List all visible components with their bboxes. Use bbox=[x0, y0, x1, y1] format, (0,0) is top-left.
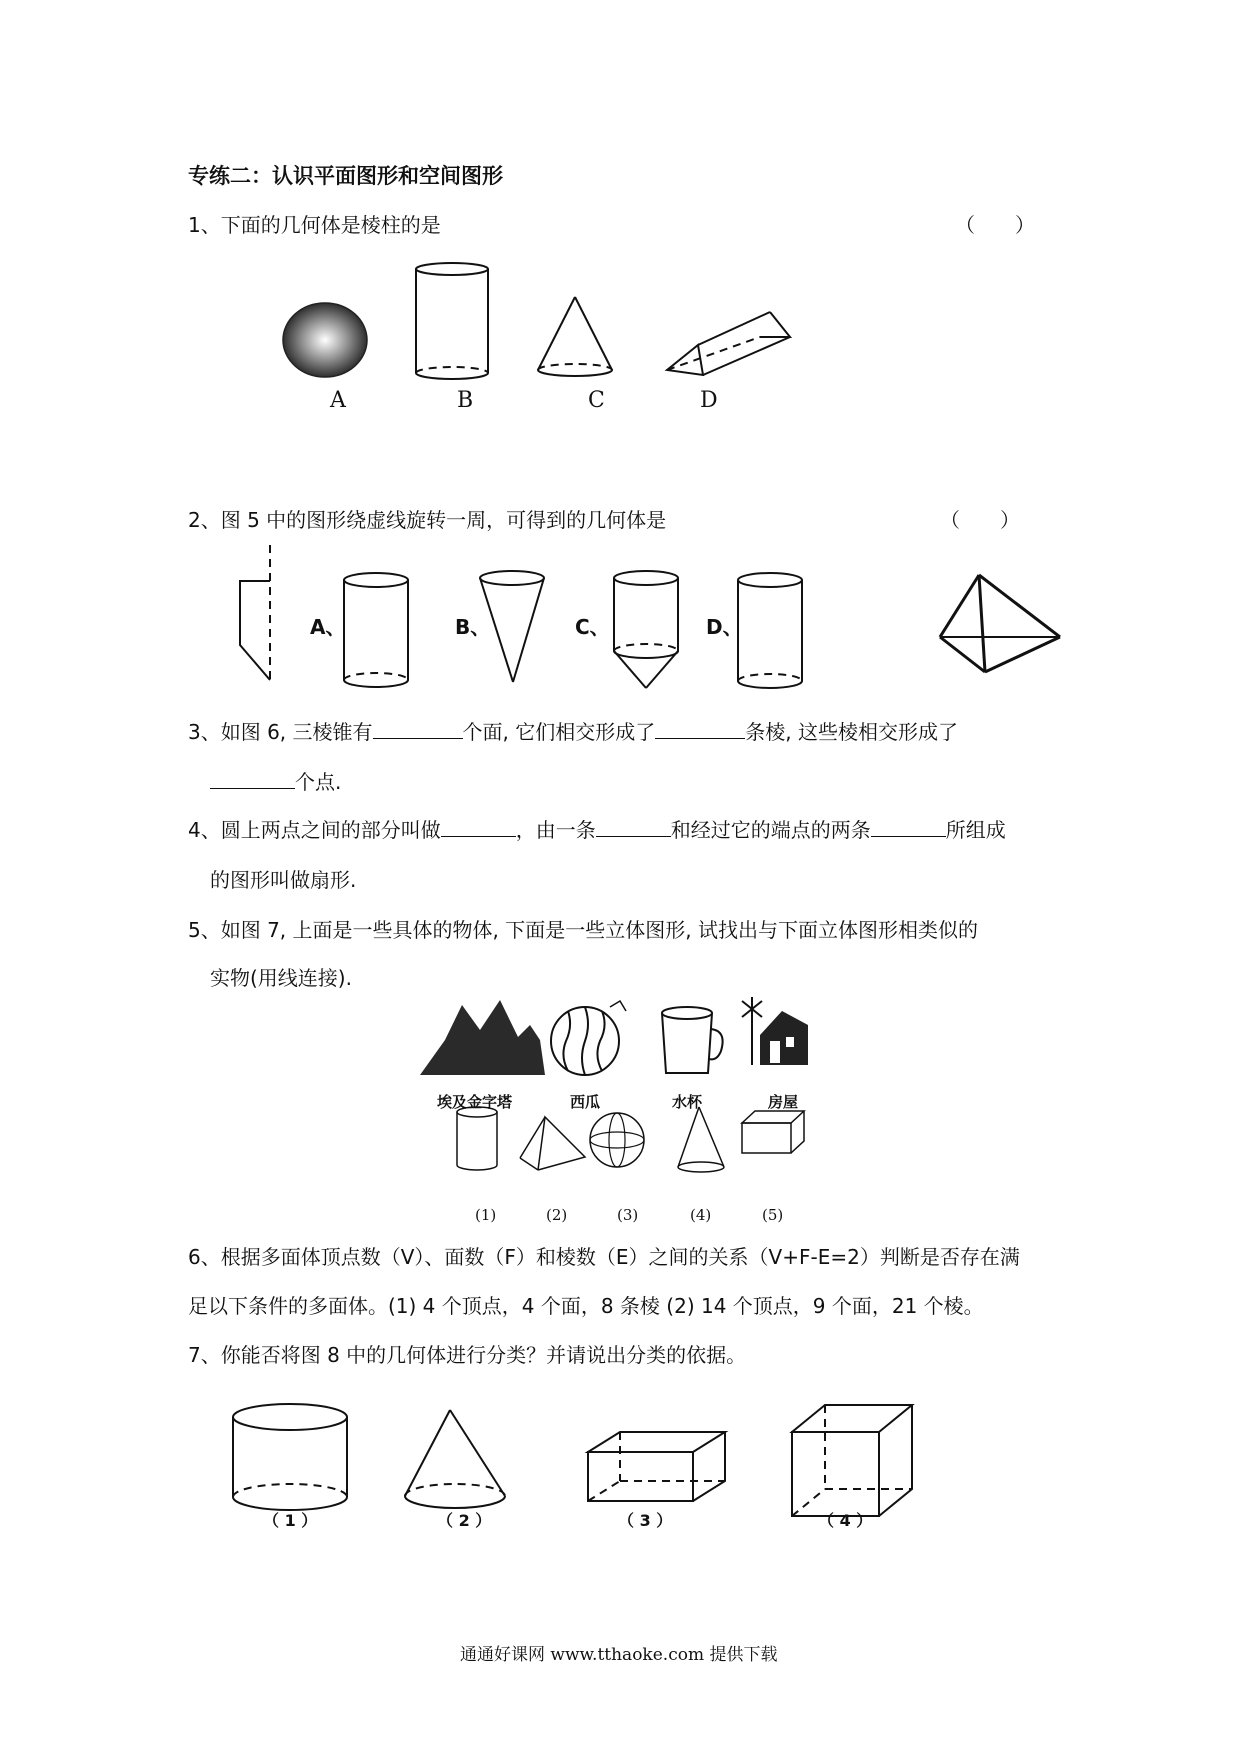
q4-part3: 和经过它的端点的两条 bbox=[670, 818, 871, 842]
rotation-shape-figure bbox=[240, 545, 270, 685]
footer-text: 通通好课网 www.tthaoke.com 提供下载 bbox=[460, 1645, 778, 1665]
q4-part1: 4、圆上两点之间的部分叫做 bbox=[188, 818, 441, 842]
q5-object-label-house: 房屋 bbox=[768, 1093, 799, 1111]
question-5-line1: 5、如图 7, 上面是一些具体的物体, 下面是一些立体图形, 试找出与下面立体图形相类似的 bbox=[188, 918, 978, 942]
cone-figure bbox=[538, 297, 612, 376]
q2-figures bbox=[230, 545, 1060, 695]
q7-figures bbox=[230, 1400, 930, 1520]
q7-label-3: （ 3 ） bbox=[618, 1511, 673, 1530]
q4-blank-arc[interactable] bbox=[441, 818, 516, 837]
q5-shape-label-2: (2) bbox=[546, 1206, 568, 1224]
q1-label-c: C bbox=[588, 388, 605, 413]
q7-cylinder-figure bbox=[233, 1404, 347, 1510]
q7-label-1: （ 1 ） bbox=[263, 1511, 318, 1530]
watermelon-object bbox=[551, 1001, 626, 1075]
question-7-text: 7、你能否将图 8 中的几何体进行分类？并请说出分类的依据。 bbox=[188, 1343, 747, 1367]
question-1-answer-bracket[interactable]: （ ） bbox=[955, 213, 1035, 237]
shape-5-cuboid bbox=[742, 1111, 804, 1153]
q3-blank-faces[interactable] bbox=[373, 720, 463, 739]
q5-shape-label-5: (5) bbox=[762, 1206, 784, 1224]
question-4-line1 bbox=[188, 818, 1006, 842]
cup-object bbox=[662, 1007, 723, 1073]
q5-shape-label-4: (4) bbox=[690, 1206, 712, 1224]
question-3-line1 bbox=[188, 720, 958, 744]
q7-cube-figure bbox=[792, 1405, 912, 1516]
q3-part2: 个面, 它们相交形成了 bbox=[462, 720, 656, 744]
option-d-tall-cylinder bbox=[738, 573, 802, 688]
q5-object-label-cup: 水杯 bbox=[672, 1093, 703, 1111]
q1-label-b: B bbox=[457, 388, 474, 413]
question-2-text: 2、图 5 中的图形绕虚线旋转一周，可得到的几何体是 bbox=[188, 508, 667, 532]
q7-label-2: （ 2 ） bbox=[437, 1511, 492, 1530]
q2-label-b: B、 bbox=[455, 615, 491, 639]
cylinder-figure bbox=[416, 263, 488, 379]
q4-blank-arc2[interactable] bbox=[596, 818, 671, 837]
q2-label-d: D、 bbox=[706, 615, 743, 639]
house-object bbox=[742, 997, 808, 1065]
q3-blank-edges[interactable] bbox=[655, 720, 745, 739]
question-2-answer-bracket[interactable]: （ ） bbox=[940, 508, 1020, 532]
question-6-line1: 6、根据多面体顶点数（V）、面数（F）和棱数（E）之间的关系（V+F-E=2）判断是否存在满 bbox=[188, 1245, 1020, 1269]
triangular-prism-figure bbox=[667, 312, 790, 375]
q2-label-a: A、 bbox=[310, 615, 346, 639]
q3-part1: 3、如图 6, 三棱锥有 bbox=[188, 720, 373, 744]
question-6-line2: 足以下条件的多面体。(1) 4 个顶点，4 个面，8 条棱 (2) 14 个顶点，9 个面，21 个棱。 bbox=[188, 1294, 984, 1318]
q3-blank-vertices[interactable] bbox=[210, 770, 295, 789]
option-c-cylinder-cone bbox=[614, 571, 678, 688]
shape-3-sphere bbox=[590, 1113, 644, 1167]
q4-blank-radius[interactable] bbox=[871, 818, 946, 837]
question-4-line2: 的图形叫做扇形. bbox=[210, 868, 357, 892]
q3-part3: 条棱, 这些棱相交形成了 bbox=[745, 720, 958, 744]
sphere-figure bbox=[283, 303, 367, 377]
shape-2-pyramid bbox=[520, 1117, 585, 1170]
triangular-pyramid-figure bbox=[940, 575, 1060, 672]
q7-cuboid-figure bbox=[588, 1432, 725, 1501]
q7-cone-figure bbox=[405, 1410, 505, 1508]
q5-object-label-watermelon: 西瓜 bbox=[570, 1093, 601, 1111]
pyramid-object bbox=[420, 1000, 545, 1075]
q4-part2: ，由一条 bbox=[515, 818, 596, 842]
question-1-text: 1、下面的几何体是棱柱的是 bbox=[188, 213, 441, 237]
shape-4-cone bbox=[678, 1107, 724, 1172]
q1-label-d: D bbox=[700, 388, 718, 413]
q1-figures bbox=[270, 255, 830, 395]
q3-part4: 个点. bbox=[295, 770, 342, 794]
q4-part4: 所组成 bbox=[945, 818, 1006, 842]
question-3-line2 bbox=[210, 770, 341, 794]
q7-label-4: （ 4 ） bbox=[818, 1511, 873, 1530]
question-5-line2: 实物(用线连接). bbox=[210, 966, 352, 990]
q5-shape-label-3: (3) bbox=[617, 1206, 639, 1224]
q2-label-c: C、 bbox=[575, 615, 610, 639]
option-a-cylinder bbox=[344, 573, 408, 687]
q5-object-label-pyramid: 埃及金字塔 bbox=[437, 1093, 513, 1111]
section-title: 专练二：认识平面图形和空间图形 bbox=[188, 164, 503, 188]
shape-1-cylinder bbox=[457, 1107, 497, 1170]
q1-label-a: A bbox=[330, 388, 346, 413]
q5-shape-label-1: (1) bbox=[475, 1206, 497, 1224]
